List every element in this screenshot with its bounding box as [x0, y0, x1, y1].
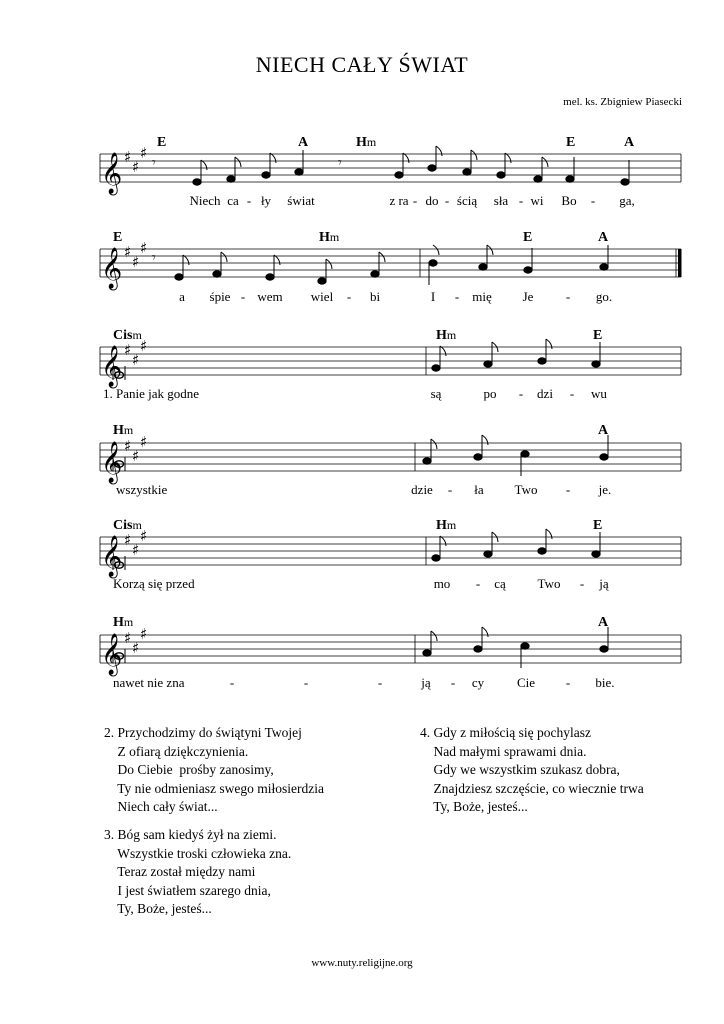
chord: A: [598, 615, 609, 630]
verse-2: 2. Przychodzimy do świątyni Twojej Z ofiarą dziękczynienia. Do Ciebie prośby zanosimy, Ty nie odmieniasz swego miłosierdzia Niech cały świat...: [104, 725, 325, 814]
svg-text:♯: ♯: [124, 531, 132, 549]
lyric-syllable: Niech: [189, 193, 221, 208]
lyric-syllable: -: [444, 193, 450, 208]
lyric-syllable: -: [518, 386, 524, 401]
lyric-syllable: mo: [433, 576, 451, 591]
svg-text:♯: ♯: [124, 341, 132, 359]
treble-clef-icon: 𝄞: [101, 346, 123, 387]
lyric-syllable: ścią: [456, 193, 478, 208]
lyric-syllable: -: [450, 675, 456, 690]
svg-text:♯: ♯: [140, 433, 148, 451]
verse-3: 3. Bóg sam kiedyś żył na ziemi. Wszystkie troski człowieka zna. Teraz został między nami I jest światłem szarego dnia, Ty, Boże, jesteś...: [104, 827, 292, 916]
chord: E: [113, 230, 123, 245]
staff-system-1: [100, 135, 681, 208]
svg-text:♯: ♯: [124, 629, 132, 647]
lyric-syllable: I: [430, 289, 436, 304]
treble-clef-icon: 𝄞: [101, 442, 123, 483]
lyric-syllable: wszystkie: [116, 482, 168, 497]
notes: [432, 529, 600, 561]
lyric-syllable: Bo: [561, 193, 577, 208]
svg-text:♯: ♯: [124, 148, 132, 166]
lyric-syllable: bi: [369, 289, 381, 304]
chord: Hm: [319, 230, 340, 245]
lyric-syllable: po: [483, 386, 497, 401]
chord: Hm: [113, 615, 134, 630]
chord: A: [624, 135, 635, 150]
lyric-syllable: mię: [472, 289, 492, 304]
lyric-syllable: -: [240, 289, 246, 304]
chord: A: [598, 230, 609, 245]
lyric-syllable: Two: [537, 576, 561, 591]
lyric-syllable: -: [579, 576, 585, 591]
lyric-syllable: -: [590, 193, 596, 208]
notes: [432, 339, 600, 371]
key-signature-sharps: [124, 433, 147, 465]
key-signature-sharps: [124, 239, 147, 271]
composer-credit: mel. ks. Zbigniew Piasecki: [563, 96, 682, 108]
lyric-syllable: -: [229, 675, 235, 690]
lyric-syllable: -: [246, 193, 252, 208]
lyric-syllable: do: [425, 193, 439, 208]
lyric-syllable: wu: [591, 386, 607, 401]
chord: E: [157, 135, 167, 150]
lyric-syllable: 1. Panie jak godne: [103, 386, 200, 401]
lyric-syllable: ła: [474, 482, 484, 497]
chord: Hm: [113, 423, 134, 438]
svg-text:♯: ♯: [140, 527, 148, 545]
lyric-syllable: ją: [599, 576, 609, 591]
lyric-syllable: śpie: [209, 289, 231, 304]
chord: A: [598, 423, 609, 438]
lyric-syllable: nawet nie zna: [113, 675, 185, 690]
treble-clef-icon: 𝄞: [101, 248, 123, 289]
notes: [175, 245, 608, 285]
treble-clef-icon: 𝄞: [101, 153, 123, 194]
lyric-syllable: cy: [471, 675, 485, 690]
staff-system-4: [100, 423, 681, 497]
lyric-syllable: je.: [598, 482, 612, 497]
lyric-syllable: cą: [494, 576, 506, 591]
svg-text:♯: ♯: [140, 337, 148, 355]
lyric-syllable: -: [569, 386, 575, 401]
chord: E: [566, 135, 576, 150]
chord: Hm: [356, 135, 377, 150]
lyric-syllable: -: [447, 482, 453, 497]
lyric-syllable: dzi: [537, 386, 553, 401]
lyric-syllable: Korzą się przed: [113, 576, 195, 591]
chord: Cism: [113, 518, 142, 533]
lyric-syllable: -: [565, 289, 571, 304]
treble-clef-icon: 𝄞: [101, 536, 123, 577]
lyric-syllable: -: [346, 289, 352, 304]
rest-icon: 𝄾: [152, 155, 156, 171]
staff-system-5: [100, 518, 681, 591]
lyric-syllable: Two: [514, 482, 538, 497]
chord: E: [593, 328, 603, 343]
lyric-syllable: ca: [227, 193, 239, 208]
lyric-syllable: wem: [257, 289, 283, 304]
lyric-syllable: wiel: [310, 289, 334, 304]
svg-text:♯: ♯: [132, 639, 140, 657]
treble-clef-icon: 𝄞: [101, 634, 123, 675]
lyric-syllable: świat: [287, 193, 315, 208]
lyric-syllable: -: [377, 675, 383, 690]
lyric-syllable: sła: [493, 193, 509, 208]
lyric-syllable: go.: [595, 289, 613, 304]
svg-text:𝄾: 𝄾: [338, 155, 342, 171]
chord: E: [593, 518, 603, 533]
chord: Hm: [436, 328, 457, 343]
lyric-syllable: ga,: [619, 193, 635, 208]
svg-text:♯: ♯: [124, 243, 132, 261]
staff-system-3: [100, 328, 681, 401]
final-barline: [678, 249, 682, 277]
lyric-syllable: -: [565, 675, 571, 690]
lyric-syllable: ją: [421, 675, 431, 690]
chord: A: [298, 135, 309, 150]
svg-text:♯: ♯: [132, 253, 140, 271]
lyric-syllable: -: [518, 193, 524, 208]
lyric-syllable: wi: [530, 193, 544, 208]
verse-4: 4. Gdy z miłością się pochylasz Nad małymi sprawami dnia. Gdy we wszystkim szukasz dobra, Znajdziesz szczęście, co wiecznie trwa Ty, Boże, jesteś...: [420, 725, 644, 814]
notes: [423, 435, 608, 476]
lyric-syllable: -: [454, 289, 460, 304]
notes: [193, 146, 629, 185]
chord: Hm: [436, 518, 457, 533]
lyric-syllable: a: [179, 289, 185, 304]
lyric-syllable: Je: [522, 289, 534, 304]
rest-icon: 𝄾: [152, 250, 156, 266]
svg-text:♯: ♯: [132, 541, 140, 559]
svg-text:♯: ♯: [132, 447, 140, 465]
svg-text:♯: ♯: [140, 144, 148, 162]
svg-text:♯: ♯: [140, 239, 148, 257]
notes: [423, 627, 608, 668]
footer-url: www.nuty.religijne.org: [311, 957, 413, 969]
lyric-syllable: dzie: [411, 482, 433, 497]
lyric-syllable: są: [430, 386, 442, 401]
lyric-syllable: -: [565, 482, 571, 497]
key-signature-sharps: [124, 625, 147, 657]
song-title: NIECH CAŁY ŚWIAT: [255, 52, 469, 77]
staff-system-6: [100, 615, 681, 690]
lyric-syllable: -: [412, 193, 418, 208]
staff-system-2: [100, 230, 682, 304]
svg-text:♯: ♯: [132, 158, 140, 176]
key-signature-sharps: [124, 144, 147, 176]
lyric-syllable: -: [475, 576, 481, 591]
svg-text:♯: ♯: [132, 351, 140, 369]
chord: Cism: [113, 328, 142, 343]
lyric-syllable: ły: [260, 193, 272, 208]
chord: E: [523, 230, 533, 245]
lyric-syllable: z ra: [389, 193, 409, 208]
lyric-syllable: Cie: [516, 675, 536, 690]
lyric-syllable: -: [303, 675, 309, 690]
svg-text:♯: ♯: [140, 625, 148, 643]
svg-text:♯: ♯: [124, 437, 132, 455]
lyric-syllable: bie.: [595, 675, 615, 690]
